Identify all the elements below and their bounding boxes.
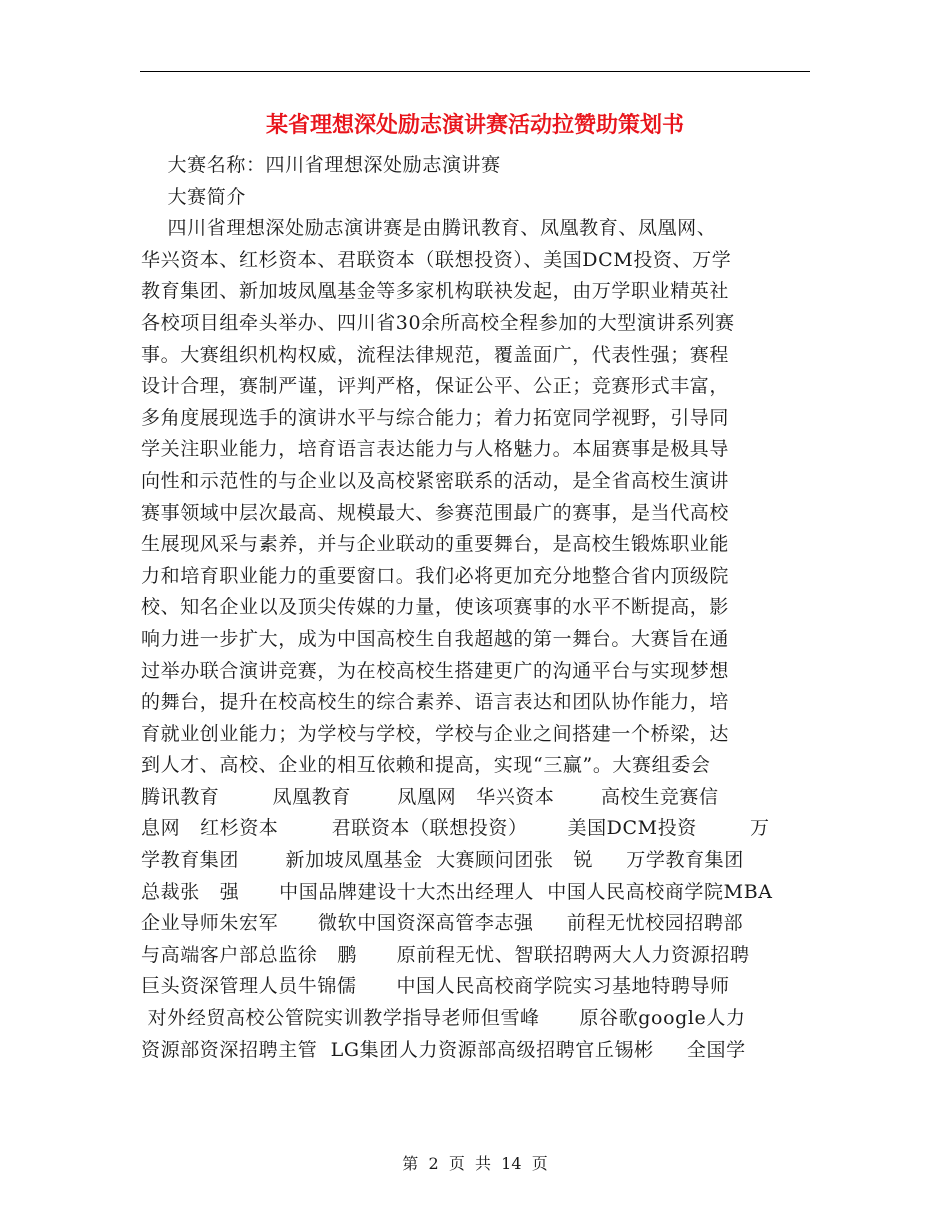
text-line: 响力进一步扩大，成为中国高校生自我超越的第一舞台。大赛旨在通	[141, 627, 730, 650]
text-line: 事。大赛组织机构权威，流程法律规范，覆盖面广，代表性强；赛程	[141, 343, 730, 366]
text-line: 到人才、高校、企业的相互依赖和提高，实现“三赢”。大赛组委会	[141, 754, 711, 777]
text-line: 多角度展现选手的演讲水平与综合能力；着力拓宽同学视野，引导同	[141, 406, 730, 429]
text-line: 学教育集团 新加坡凤凰基金 大赛顾问团张 锐 万学教育集团	[141, 849, 744, 872]
text-line: 校、知名企业以及顶尖传媒的力量，使该项赛事的水平不断提高，影	[141, 596, 730, 619]
text-line: 各校项目组牵头举办、四川省30余所高校全程参加的大型演讲系列赛	[141, 311, 735, 334]
header-rule	[140, 71, 810, 72]
text-line: 与高端客户部总监徐 鹏 原前程无忧、智联招聘两大人力资源招聘	[141, 943, 750, 966]
document-title: 某省理想深处励志演讲赛活动拉赞助策划书	[265, 112, 684, 138]
text-line: 腾讯教育 凤凰教育 凤凰网 华兴资本 高校生竞赛信	[141, 785, 719, 808]
document-body	[141, 150, 811, 1066]
text-line: 向性和示范性的与企业以及高校紧密联系的活动，是全省高校生演讲	[141, 469, 730, 492]
text-line: 生展现风采与素养，并与企业联动的重要舞台，是高校生锻炼职业能	[141, 533, 730, 556]
text-line: 力和培育职业能力的重要窗口。我们必将更加充分地整合省内顶级院	[141, 564, 730, 587]
text-line: 巨头资深管理人员牛锦儒 中国人民高校商学院实习基地特聘导师	[141, 975, 730, 998]
text-line: 设计合理，赛制严谨，评判严格，保证公平、公正；竞赛形式丰富，	[141, 375, 730, 398]
text-line: 总裁张 强 中国品牌建设十大杰出经理人 中国人民高校商学院MBA	[141, 880, 773, 903]
text-line: 大赛简介	[141, 185, 246, 208]
text-line: 企业导师朱宏军 微软中国资深高管李志强 前程无忧校园招聘部	[141, 912, 744, 935]
page-number-footer: 第 2 页 共 14 页	[402, 1154, 548, 1173]
text-line: 资源部资深招聘主管 LG集团人力资源部高级招聘官丘锡彬 全国学	[141, 1038, 746, 1061]
text-line: 的舞台，提升在校高校生的综合素养、语言表达和团队协作能力，培	[141, 691, 730, 714]
text-line: 过举办联合演讲竞赛，为在校高校生搭建更广的沟通平台与实现梦想	[141, 659, 730, 682]
text-line: 育就业创业能力；为学校与学校，学校与企业之间搭建一个桥梁，达	[141, 722, 730, 745]
text-line: 大赛名称：四川省理想深处励志演讲赛	[141, 154, 501, 176]
text-line: 华兴资本、红杉资本、君联资本（联想投资）、美国DCM投资、万学	[141, 248, 732, 271]
text-line: 赛事领域中层次最高、规模最大、参赛范围最广的赛事，是当代高校	[141, 501, 730, 524]
text-line: 四川省理想深处励志演讲赛是由腾讯教育、凤凰教育、凤凰网、	[141, 217, 717, 240]
text-line: 教育集团、新加坡凤凰基金等多家机构联袂发起，由万学职业精英社	[141, 280, 730, 303]
text-line: 息网 红杉资本 君联资本（联想投资） 美国DCM投资 万	[141, 817, 770, 840]
text-line: 学关注职业能力，培育语言表达能力与人格魅力。本届赛事是极具导	[141, 438, 730, 461]
text-line: 对外经贸高校公管院实训教学指导老师但雪峰 原谷歌google人力	[141, 1007, 746, 1030]
